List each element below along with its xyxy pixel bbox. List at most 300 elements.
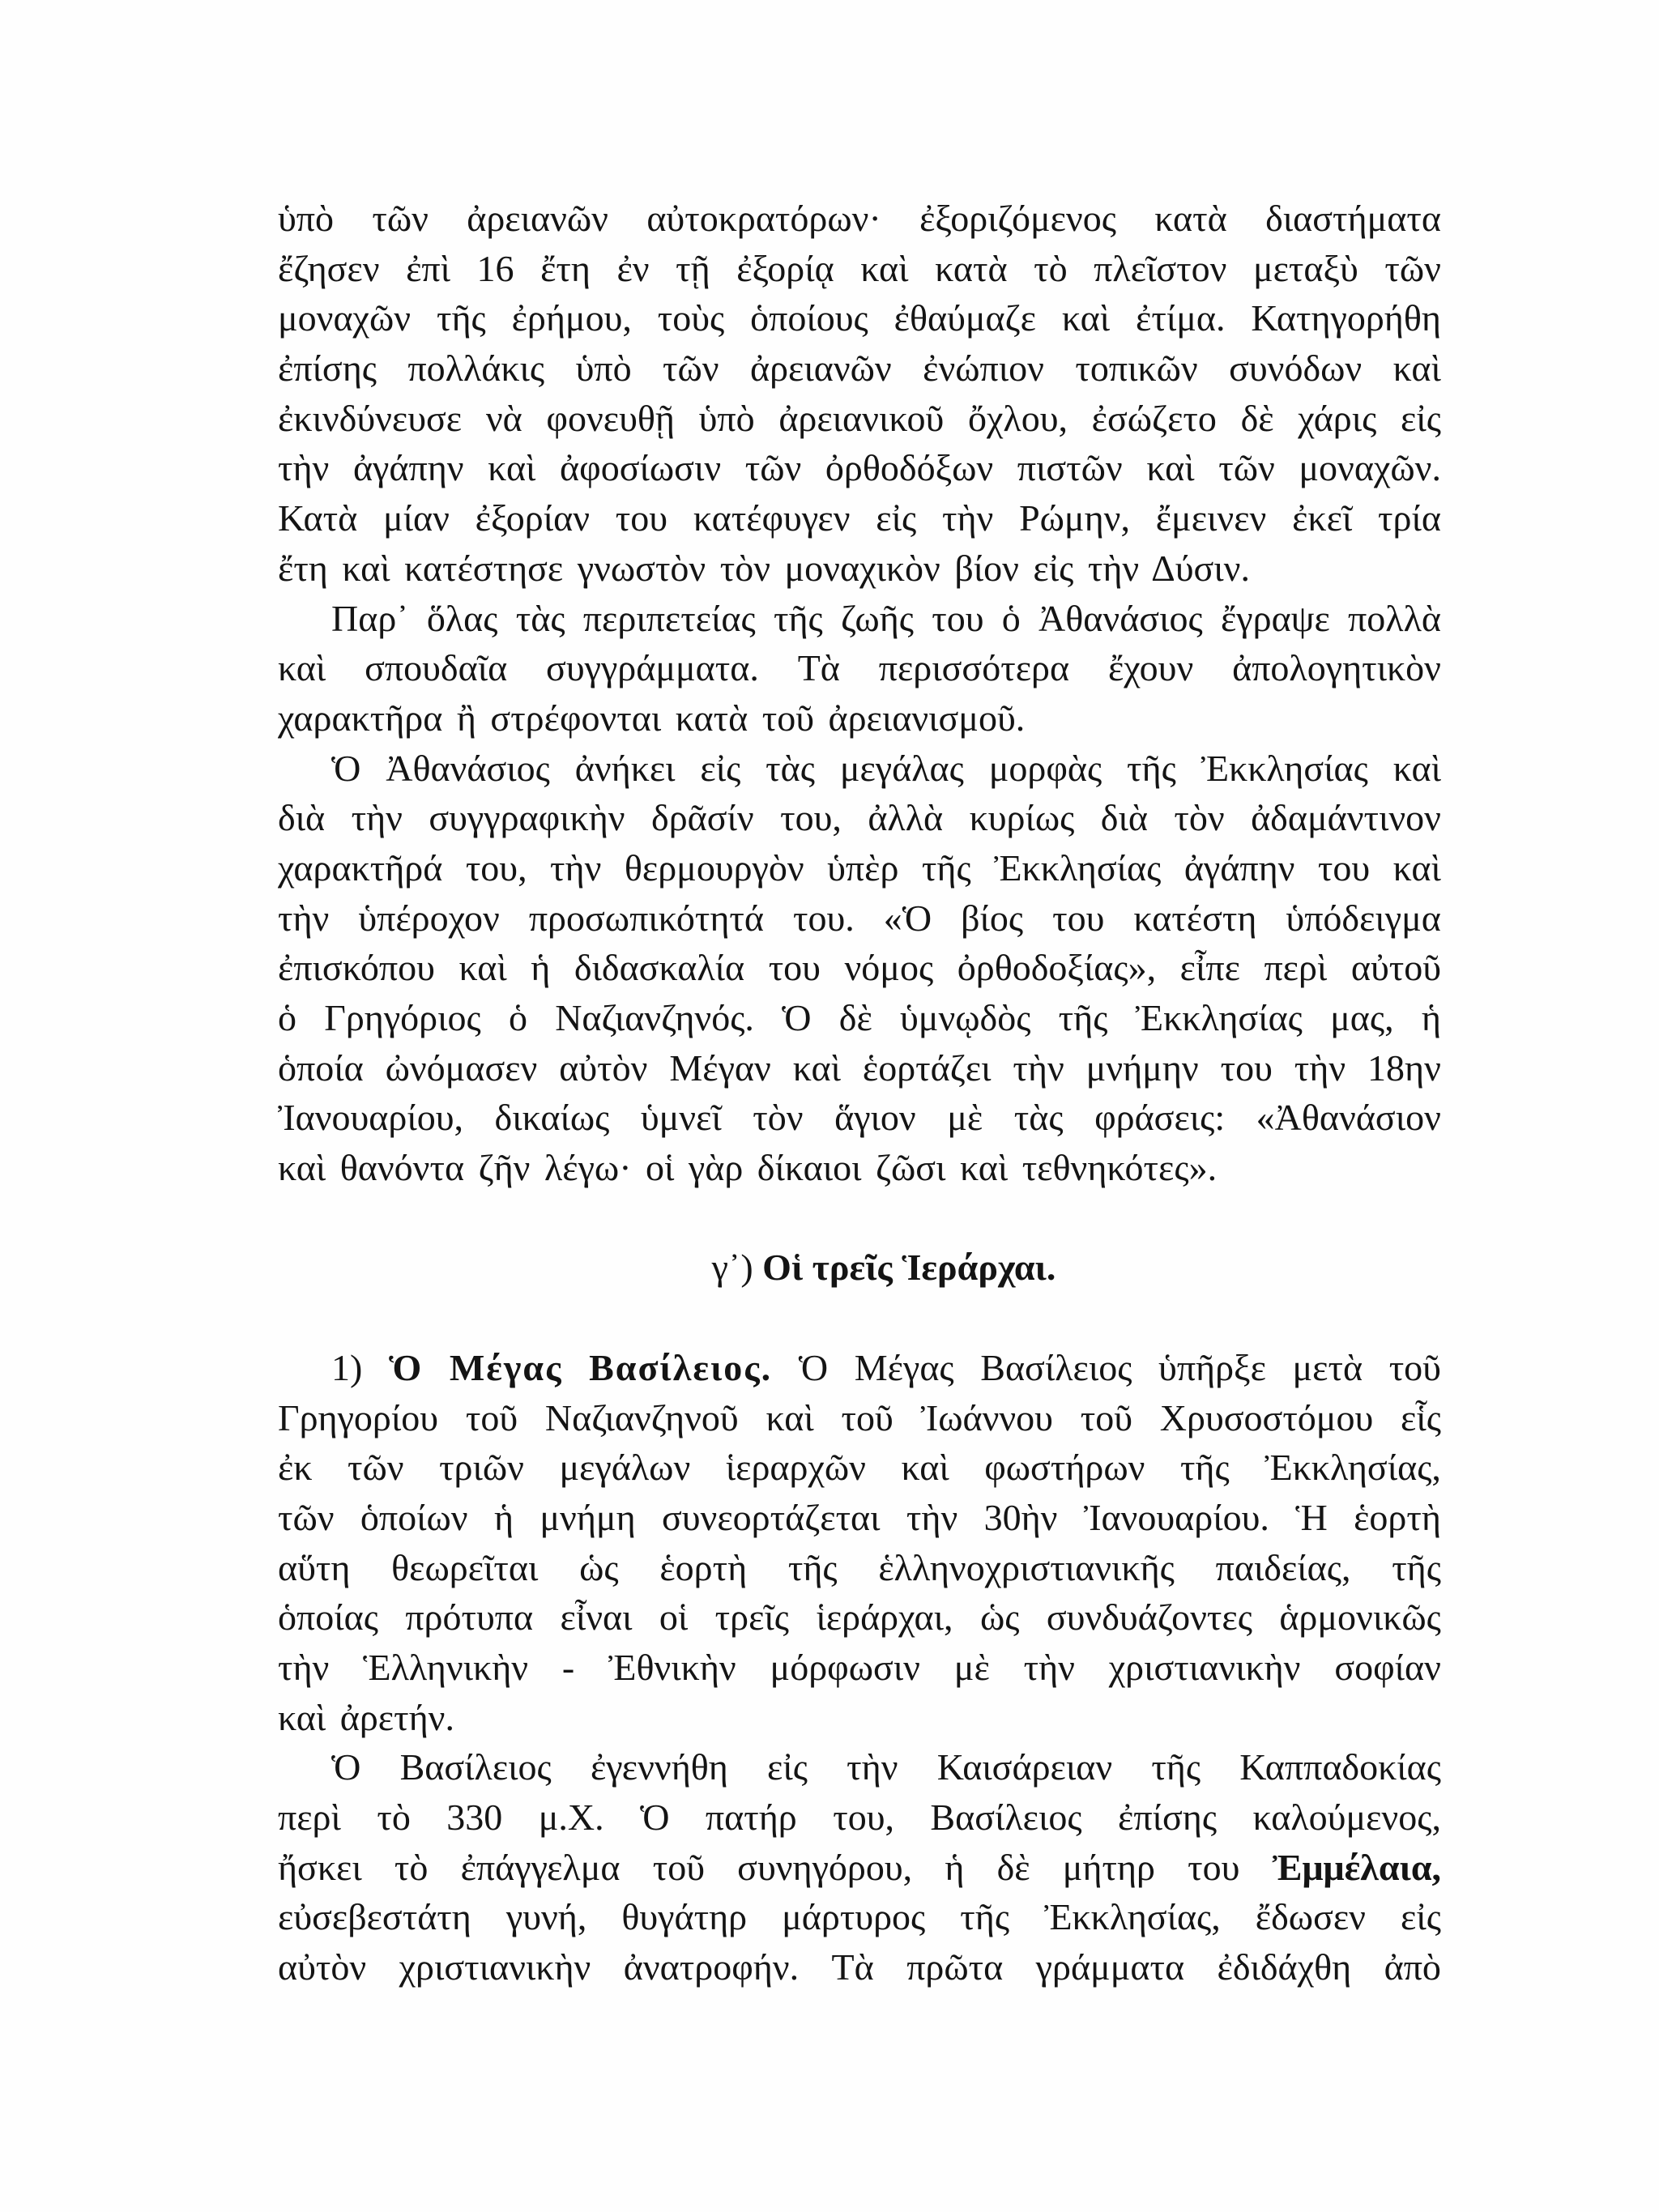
word: τοῦ (1388, 1346, 1441, 1388)
word: τὰς (766, 747, 815, 789)
word: Τὰ (797, 647, 840, 689)
text-line (278, 194, 1441, 244)
word: ἔδωσεν (1255, 1896, 1366, 1938)
word: ἐξορίᾳ (736, 247, 834, 289)
word: ἅγιον (834, 1097, 916, 1139)
text-line (278, 1543, 1441, 1593)
word: χάρις (1298, 397, 1377, 439)
word: ἔχουν (1107, 647, 1194, 689)
word: καὶ (1061, 297, 1111, 339)
word: ὁποία (278, 1046, 364, 1089)
word: ὀρθοδόξων (825, 447, 994, 489)
word: Ἰωάννου (920, 1396, 1053, 1438)
word: Βασίλειος (399, 1746, 552, 1788)
word: ἐπίσης (1118, 1796, 1218, 1838)
word: ὁ (508, 997, 527, 1038)
section-heading (278, 1242, 1441, 1293)
word: τοῦ (841, 1396, 893, 1438)
word: τὴν (1294, 1046, 1346, 1089)
word: κατὰ (935, 247, 1008, 289)
word: διδασκαλία (574, 947, 745, 989)
paragraph (278, 194, 1441, 594)
word: τὴν (906, 1496, 958, 1538)
word: Γρηγόριος (324, 997, 481, 1038)
word: τὴν (1013, 1046, 1064, 1089)
word: Ναζιανζηνοῦ (544, 1396, 739, 1438)
word: συνηγόρου, (737, 1846, 913, 1888)
word: 30ὴν (983, 1496, 1058, 1538)
word: εὐσεβεστάτη (278, 1896, 471, 1938)
word: κατέστη (1133, 897, 1257, 939)
text-line (278, 1443, 1441, 1493)
word: τῆς (1392, 1546, 1441, 1588)
word: ἔγραψε (1220, 597, 1330, 639)
word: πατήρ (705, 1796, 797, 1838)
word: καὶ (1392, 846, 1441, 889)
page-body (278, 194, 1441, 1993)
word: Τὰ (831, 1946, 874, 1988)
paragraph (278, 1343, 1441, 1743)
word: αὐτοῦ (1350, 947, 1441, 989)
word: συγγράμματα. (546, 647, 759, 689)
word: περισσότερα (878, 647, 1070, 689)
word: φράσεις: (1094, 1097, 1226, 1139)
word: Μέγας (449, 1346, 563, 1388)
word: μας, (1330, 997, 1394, 1038)
word: τὸ (377, 1796, 411, 1838)
word: διὰ (278, 797, 326, 839)
word: Καισάρειαν (936, 1746, 1113, 1788)
section-title: Οἱ τρεῖς Ἱεράρχαι. (762, 1247, 1056, 1289)
word: θυγάτηρ (621, 1896, 748, 1938)
word: Ἡ (1295, 1496, 1328, 1538)
word: τὴν (278, 447, 330, 489)
word: μεταξὺ (1252, 247, 1358, 289)
word: ὁ (1001, 597, 1021, 639)
word: τὰς (1013, 1097, 1064, 1139)
word: ἔζησεν (278, 247, 380, 289)
word: ὅλας (426, 597, 498, 639)
word: πολλὰ (1348, 597, 1441, 639)
word: οἱ (659, 1596, 689, 1639)
word: ἐρήμου, (511, 297, 632, 339)
text-line (278, 793, 1441, 843)
word: νόμος (844, 947, 934, 989)
word: παιδείας, (1215, 1546, 1351, 1588)
word: τῶν (744, 447, 802, 489)
word: τῶν (372, 198, 429, 239)
text-line (278, 643, 1441, 693)
word: τοῦ (465, 1396, 518, 1438)
word: Χρυσοστόμου (1159, 1396, 1374, 1438)
word: ἑορτὴ (659, 1546, 748, 1588)
word: δὲ (838, 997, 872, 1038)
word: ὑπὲρ (827, 846, 899, 889)
word: τῆς (921, 846, 971, 889)
word: Ἀθανάσιος (386, 747, 550, 789)
text-line (278, 293, 1441, 343)
word: ὑπόδειγμα (1286, 897, 1441, 939)
word: Ἀθανάσιος (1038, 597, 1203, 639)
word: ἐπὶ (406, 247, 450, 289)
word: ἀνατροφήν. (623, 1946, 800, 1988)
word: ὠνόμασεν (385, 1046, 538, 1089)
text-line (278, 1043, 1441, 1093)
word: Ἐκκλησίας, (1044, 1896, 1221, 1938)
word: τὸ (394, 1846, 429, 1888)
paragraph (278, 594, 1441, 744)
word: ἐσώζετο (1091, 397, 1217, 439)
word: εἰς (1401, 1896, 1441, 1938)
word: τὸν (1174, 797, 1225, 839)
word: ἑορτὴ (1354, 1496, 1441, 1538)
word: ἑορτάζει (862, 1046, 992, 1089)
text-line (278, 1093, 1441, 1143)
word: του (1188, 1846, 1240, 1888)
word: Ὁ (640, 1796, 670, 1838)
word: τὴν (847, 1746, 898, 1788)
word: φωστήρων (984, 1447, 1145, 1489)
word: ἡ (945, 1846, 965, 1888)
word: Ὁ (798, 1346, 829, 1388)
word: αὐτὸν (559, 1046, 648, 1089)
word: 18ην (1367, 1046, 1441, 1089)
word: ἀφοσίωσιν (560, 447, 722, 489)
word: αὐτοκρατόρων· (646, 198, 881, 239)
word: προσωπικότητά (528, 897, 764, 939)
word: «Ἀθανάσιον (1256, 1097, 1441, 1139)
text-line (278, 594, 1441, 644)
word: καὶ (792, 1046, 841, 1089)
word: του (932, 597, 984, 639)
word: τὴν (278, 1646, 330, 1688)
word: ὑμνῳδὸς (900, 997, 1031, 1038)
word: ἐν (616, 247, 650, 289)
word: Ἐθνικὴν (608, 1646, 736, 1688)
word: μοναχῶν. (1299, 447, 1441, 489)
word: φονευθῇ (546, 397, 675, 439)
word: μόρφωσιν (770, 1646, 920, 1688)
word: τῆς (960, 1896, 1010, 1938)
word: ἀπὸ (1384, 1946, 1441, 1988)
text-line (278, 1343, 1441, 1393)
word: ὑπὸ (575, 347, 632, 390)
word: Ὁ (331, 1746, 361, 1788)
word: μορφὰς (988, 747, 1102, 789)
word: ἐπισκόπου (278, 947, 435, 989)
word: του (768, 947, 821, 989)
word: ἁρμονικῶς (1279, 1596, 1441, 1639)
word: δικαίως (494, 1097, 610, 1139)
word: τῆς (1058, 997, 1108, 1038)
word: χαρακτῆρά (278, 846, 443, 889)
word: τοπικῶν (1075, 347, 1198, 390)
word: ἐκινδύνευσε (278, 397, 463, 439)
word: Ρώμην, (1019, 497, 1130, 539)
text-line: χαρακτῆρα ἢ στρέφονται κατὰ τοῦ ἀρειανισμοῦ. (278, 697, 1026, 739)
word: «Ὁ (883, 897, 932, 939)
word: ἀγάπην (1183, 846, 1295, 889)
word: συνεορτάζεται (661, 1496, 881, 1538)
word: εἰς (700, 747, 741, 789)
word: Ἐκκλησίας (994, 846, 1162, 889)
word: κατέφυγεν (693, 497, 851, 539)
word: του, (833, 1796, 894, 1838)
word: μεγάλας (839, 747, 964, 789)
text-line (278, 893, 1441, 944)
word: μνήμην (1085, 1046, 1199, 1089)
word: εἰς (767, 1746, 808, 1788)
word: πιστῶν (1017, 447, 1123, 489)
text-line (278, 943, 1441, 993)
word: ἱεραρχῶν (725, 1447, 866, 1489)
word: νὰ (485, 397, 522, 439)
word: ὁ (278, 997, 296, 1038)
word: ὡς (579, 1546, 619, 1588)
word: εἰς (876, 497, 917, 539)
text-line (278, 1942, 1441, 1993)
word: τρεῖς (714, 1596, 790, 1639)
word: αὐτὸν (278, 1946, 367, 1988)
word: δρᾶσίν (651, 797, 754, 839)
word: Μέγαν (669, 1046, 771, 1089)
word: Μέγας (854, 1346, 954, 1388)
word: τῶν (278, 1496, 335, 1538)
word: δὲ (1240, 397, 1274, 439)
word: μάρτυρος (782, 1896, 926, 1938)
word: σοφίαν (1334, 1646, 1441, 1688)
word: ἔτη (540, 247, 591, 289)
word: ὑπὸ (698, 397, 755, 439)
word: διαστήματα (1265, 198, 1441, 239)
word: ἐτίμα. (1136, 297, 1226, 339)
word: Κατὰ (278, 497, 358, 539)
word: Ἐμμέλαια, (1272, 1846, 1441, 1888)
word: χριστιανικὴν (399, 1946, 591, 1988)
word: θεωρεῖται (391, 1546, 539, 1588)
word: μεγάλων (559, 1447, 691, 1489)
word: Ἰανουαρίου, (278, 1097, 464, 1139)
word: Καππαδοκίας (1239, 1746, 1441, 1788)
word: τὰς (515, 597, 565, 639)
word: σπουδαῖα (365, 647, 508, 689)
word: ἡ (493, 1496, 514, 1538)
word: Βασίλειος (980, 1346, 1132, 1388)
word: εἶναι (560, 1596, 633, 1639)
word: καὶ (860, 247, 909, 289)
text-line (278, 1843, 1441, 1893)
text-line (278, 1493, 1441, 1543)
word: ὁποίας (278, 1596, 378, 1639)
word: τὸν (753, 1097, 804, 1139)
text-line (278, 744, 1441, 794)
word: τὴν (278, 897, 330, 939)
word: συνόδων (1229, 347, 1363, 390)
word: ἀρειανικοῦ (778, 397, 945, 439)
word: καὶ (1146, 447, 1195, 489)
word: ἐπάγγελμα (460, 1846, 621, 1888)
word: 330 (446, 1796, 503, 1838)
word: ἐκεῖ (1292, 497, 1353, 539)
word: πρότυπα (405, 1596, 534, 1639)
word: ἀνήκει (574, 747, 676, 789)
word: ἀγάπην (352, 447, 464, 489)
text-line (278, 1393, 1441, 1443)
word: τῶν (662, 347, 719, 390)
word: ἐνώπιον (923, 347, 1044, 390)
word: Βασίλειος. (589, 1346, 773, 1388)
word: κυρίως (969, 797, 1075, 839)
word: ζωῆς (841, 597, 914, 639)
word: καὶ (1392, 747, 1441, 789)
word: διὰ (1100, 797, 1148, 839)
word: ὑπέροχον (358, 897, 500, 939)
text-line (278, 493, 1441, 543)
word: καλούμενος, (1252, 1796, 1441, 1838)
word: τῆς (1179, 1447, 1230, 1489)
word: κατὰ (1154, 198, 1227, 239)
paragraph (278, 744, 1441, 1193)
word: πλεῖστον (1094, 247, 1227, 289)
paragraph (278, 1742, 1441, 1992)
word: ἡ (1421, 997, 1441, 1038)
word: τῶν (1384, 247, 1441, 289)
word: αὕτη (278, 1546, 351, 1588)
word: ὀρθοδοξίας», (957, 947, 1157, 989)
word: μίαν (382, 497, 450, 539)
word: καὶ (278, 647, 326, 689)
word: τοῦ (652, 1846, 705, 1888)
text-line (278, 843, 1441, 893)
word: ἐκ (278, 1447, 313, 1489)
word: μὲ (953, 1646, 990, 1688)
word: Ἑλληνικὴν (363, 1646, 529, 1688)
word: μοναχῶν (278, 297, 412, 339)
word: Ὁ (331, 747, 361, 789)
word: ἐθαύμαζε (893, 297, 1036, 339)
text-line (278, 1892, 1441, 1942)
word: δὲ (996, 1846, 1030, 1888)
word: του (1220, 1046, 1273, 1089)
word: εἷς (1401, 1396, 1441, 1438)
word: ἀπολογητικὸν (1232, 647, 1441, 689)
word: καὶ (901, 1447, 949, 1489)
word: ἐπίσης (278, 347, 377, 390)
word: - (561, 1646, 575, 1688)
word: γυνή, (505, 1896, 587, 1938)
word: τῆς (774, 597, 823, 639)
word: Ὁ (388, 1346, 424, 1388)
word: τὴν (1023, 1646, 1075, 1688)
word: ὁποίων (360, 1496, 468, 1538)
word: τῆς (1151, 1746, 1201, 1788)
word: τῶν (348, 1447, 404, 1489)
word: 1) (331, 1346, 363, 1388)
text-line (278, 1792, 1441, 1843)
word: ἱεράρχαι, (816, 1596, 953, 1639)
word: ὁποίους (750, 297, 868, 339)
word: περιπετείας (582, 597, 756, 639)
text-line (278, 1742, 1441, 1792)
word: ὡς (979, 1596, 1020, 1639)
word: εἰς (1401, 397, 1441, 439)
word: Ἐκκλησίας, (1265, 1447, 1441, 1489)
word: ἤσκει (278, 1846, 362, 1888)
word: πρῶτα (906, 1946, 1004, 1988)
word: ὑμνεῖ (640, 1097, 722, 1139)
word: τὴν (550, 846, 602, 889)
word: τῆς (1127, 747, 1176, 789)
word: τῆς (787, 1546, 838, 1588)
word: ὑπὸ (278, 198, 334, 239)
word: Γρηγορίου (278, 1396, 439, 1438)
word: ἐξορίαν (475, 497, 591, 539)
word: ἀρειανῶν (749, 347, 892, 390)
word: ἀδαμάντινον (1251, 797, 1441, 839)
word: ἑλληνοχριστιανικῆς (878, 1546, 1175, 1588)
word: του, (465, 846, 527, 889)
word: ἡ (531, 947, 551, 989)
word: καὶ (488, 447, 536, 489)
text-line (278, 993, 1441, 1043)
word: Ἰανουαρίου. (1083, 1496, 1269, 1538)
text-line (278, 343, 1441, 394)
word: του (1052, 897, 1105, 939)
word: πολλάκις (407, 347, 545, 390)
word: τῶν (1218, 447, 1275, 489)
word: μνήμη (539, 1496, 636, 1538)
word: ἐξοριζόμενος (919, 198, 1116, 239)
text-line (278, 1592, 1441, 1643)
text-line (278, 1643, 1441, 1693)
word: τῇ (676, 247, 710, 289)
word: ὑπῆρξε (1158, 1346, 1266, 1388)
word: καὶ (458, 947, 507, 989)
word: χριστιανικὴν (1108, 1646, 1301, 1688)
word: του (615, 497, 668, 539)
word: Παρ᾽ (331, 597, 409, 639)
word: Κατηγορήθη (1251, 297, 1441, 339)
word: ἀρειανῶν (467, 198, 608, 239)
word: του. (792, 897, 855, 939)
word: τριῶν (439, 1447, 524, 1489)
word: εἶπε (1179, 947, 1240, 989)
text-line: καὶ ἀρετήν. (278, 1696, 454, 1738)
word: ἐδιδάχθη (1217, 1946, 1352, 1988)
word: μετὰ (1292, 1346, 1363, 1388)
word: του, (780, 797, 842, 839)
word: περὶ (278, 1796, 341, 1838)
word: Ὁ (782, 997, 812, 1038)
word: καὶ (1392, 347, 1441, 390)
word: Βασίλειος (930, 1796, 1082, 1838)
word: ἔμεινεν (1155, 497, 1267, 539)
word: μ.Χ. (538, 1796, 604, 1838)
text-line: ἔτη καὶ κατέστησε γνωστὸν τὸν μοναχικὸν βίον εἰς τὴν Δύσιν. (278, 547, 1250, 589)
text-line: καὶ θανόντα ζῆν λέγω· οἱ γὰρ δίκαιοι ζῶσι καὶ τεθνηκότες». (278, 1147, 1218, 1189)
word: ἐγεννήθη (590, 1746, 728, 1788)
word: ἀλλὰ (868, 797, 944, 839)
text-line (278, 394, 1441, 444)
word: ὄχλου, (967, 397, 1068, 439)
word: συγγραφικὴν (429, 797, 625, 839)
word: Ἐκκλησίας (1135, 997, 1303, 1038)
word: καὶ (766, 1396, 814, 1438)
word: Ἐκκλησίας (1201, 747, 1368, 789)
word: τὴν (351, 797, 403, 839)
word: μήτηρ (1062, 1846, 1155, 1888)
word: συνδυάζοντες (1046, 1596, 1252, 1639)
